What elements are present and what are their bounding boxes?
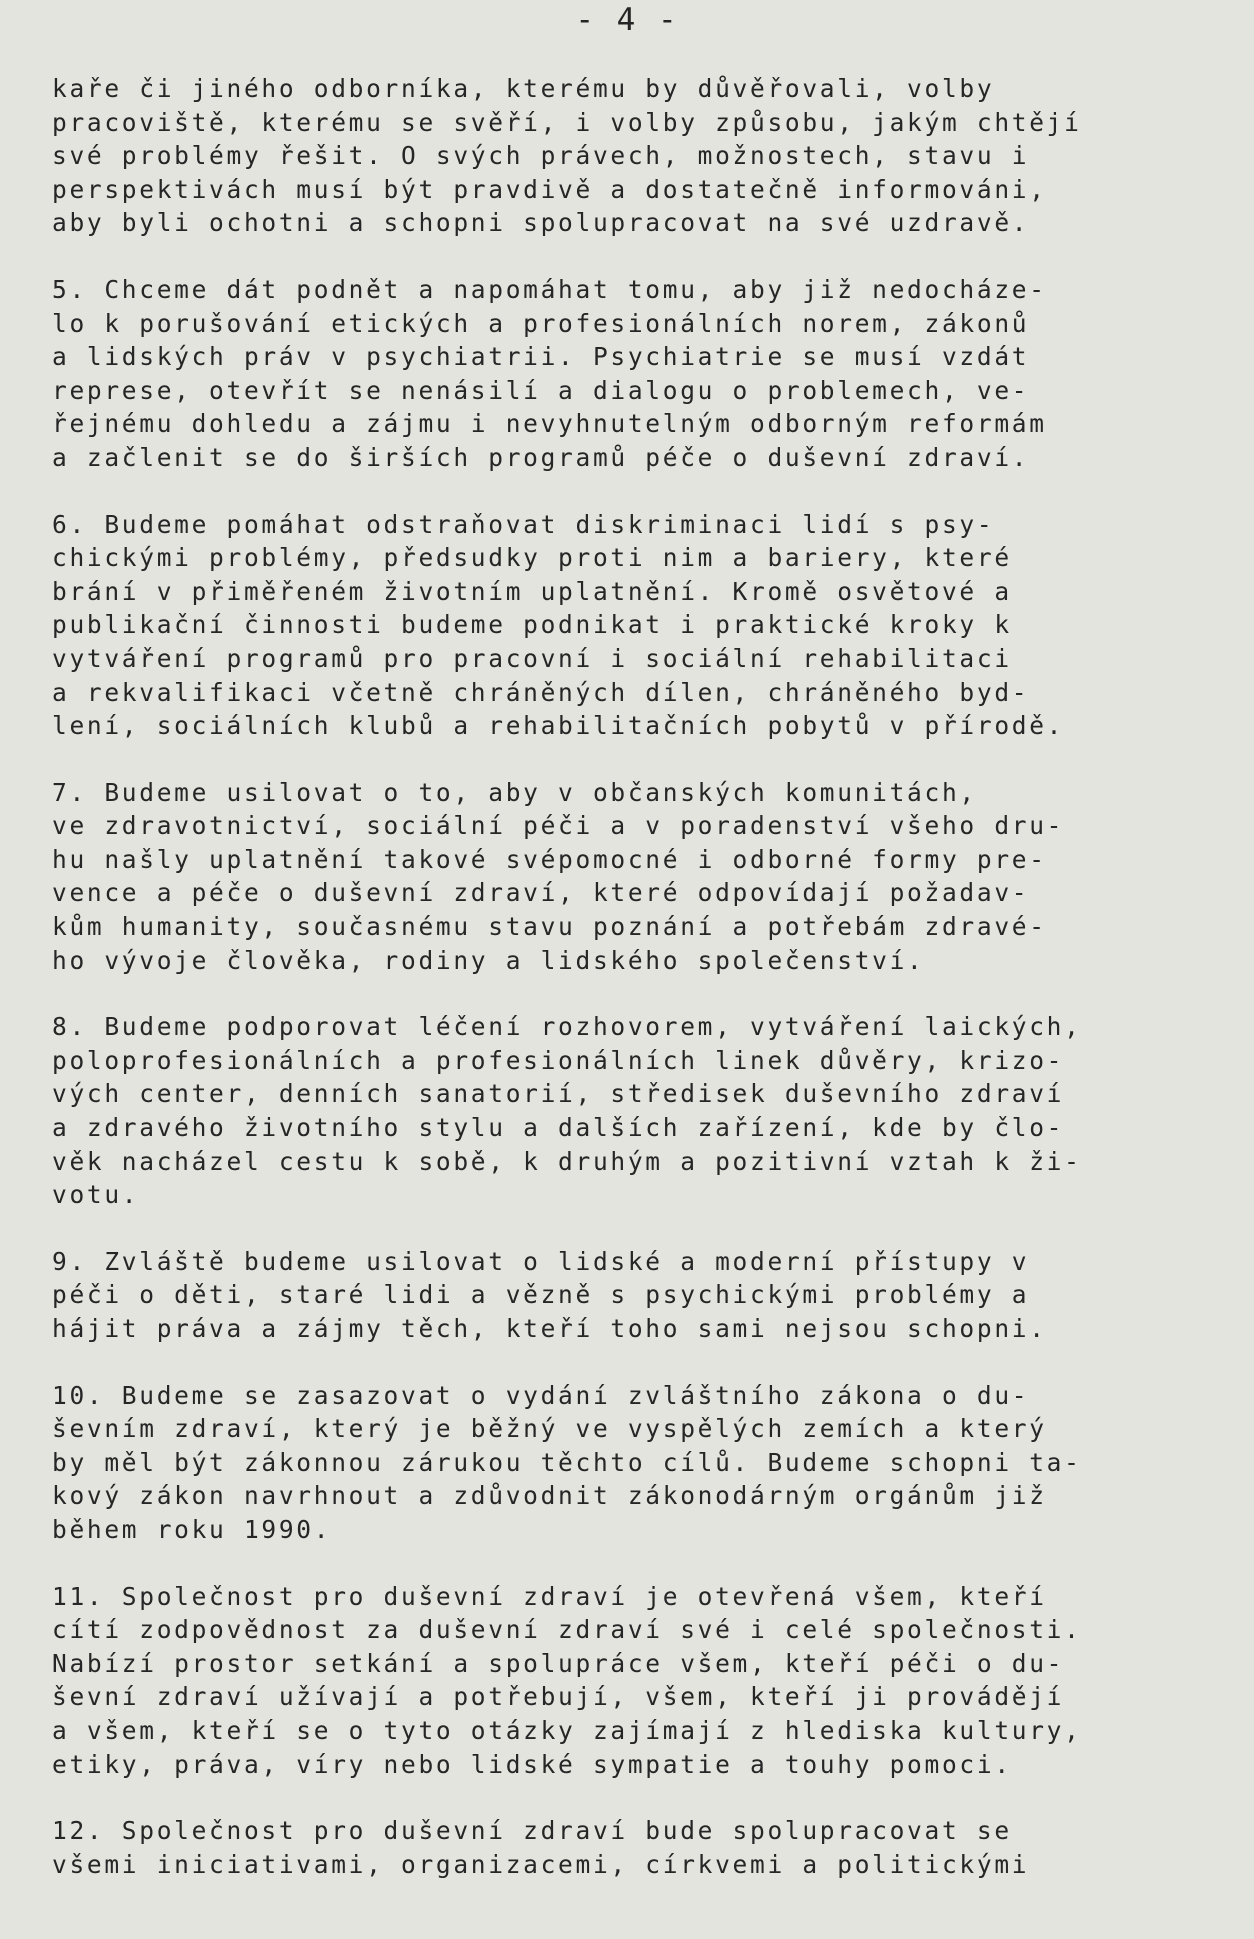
text-line: vytváření programů pro pracovní i sociální rehabilitaci	[52, 643, 1012, 673]
paragraph	[52, 273, 1242, 475]
text-line: etiky, práva, víry nebo lidské sympatie a touhy pomoci.	[52, 1749, 1012, 1779]
text-line: a všem, kteří se o tyto otázky zajímají z hlediska kultury,	[52, 1715, 1082, 1745]
text-line: publikační činnosti budeme podnikat i praktické kroky k	[52, 610, 1012, 640]
paragraph	[52, 1010, 1242, 1212]
text-line: aby byli ochotni a schopni spolupracovat na své uzdravě.	[52, 208, 1030, 238]
text-line: pracoviště, kterému se svěří, i volby způsobu, jakým chtějí	[52, 107, 1082, 137]
text-line: 6. Budeme pomáhat odstraňovat diskriminaci lidí s psy-	[52, 509, 995, 539]
text-line: věk nacházel cestu k sobě, k druhým a pozitivní vztah k ži-	[52, 1146, 1082, 1176]
text-line: votu.	[52, 1180, 140, 1210]
text-line: cítí zodpovědnost za duševní zdraví své i celé společnosti.	[52, 1615, 1082, 1645]
text-line: a začlenit se do širších programů péče o duševní zdraví.	[52, 442, 1030, 472]
text-line: 12. Společnost pro duševní zdraví bude spolupracovat se	[52, 1816, 1012, 1846]
text-line: své problémy řešit. O svých právech, možnostech, stavu i	[52, 141, 1030, 171]
text-line: chickými problémy, předsudky proti nim a bariery, které	[52, 543, 1012, 573]
text-line: brání v přiměřeném životním uplatnění. Kromě osvětové a	[52, 576, 1012, 606]
text-line: ševním zdraví, který je běžný ve vyspělých zemích a který	[52, 1414, 1047, 1444]
text-line: ve zdravotnictví, sociální péči a v poradenství všeho dru-	[52, 811, 1065, 841]
text-line: represe, otevřít se nenásilí a dialogu o problemech, ve-	[52, 375, 1030, 405]
text-line: a zdravého životního stylu a dalších zařízení, kde by člo-	[52, 1113, 1065, 1143]
text-line: hájit práva a zájmy těch, kteří toho sami nejsou schopni.	[52, 1314, 1047, 1343]
paragraph	[52, 1379, 1242, 1547]
paragraph	[52, 72, 1242, 240]
paragraph	[52, 508, 1242, 743]
text-line: a lidských práv v psychiatrii. Psychiatrie se musí vzdát	[52, 342, 1030, 372]
paragraph	[52, 776, 1242, 978]
text-line: 7. Budeme usilovat o to, aby v občanských komunitách,	[52, 777, 977, 807]
paragraph	[52, 1814, 1242, 1881]
text-line: 5. Chceme dát podnět a napomáhat tomu, aby již nedocháze-	[52, 274, 1047, 304]
text-line: 9. Zvláště budeme usilovat o lidské a moderní přístupy v	[52, 1246, 1030, 1276]
paragraph	[52, 1245, 1242, 1346]
text-line: vých center, denních sanatorií, středisek duševního zdraví	[52, 1079, 1065, 1109]
text-line: během roku 1990.	[52, 1514, 332, 1544]
text-line: hu našly uplatnění takové svépomocné i odborné formy pre-	[52, 844, 1047, 874]
text-line: poloprofesionálních a profesionálních linek důvěry, krizo-	[52, 1045, 1065, 1075]
text-line: všemi iniciativami, organizacemi, církvemi a politickými	[52, 1849, 1030, 1879]
text-line: kaře či jiného odborníka, kterému by důvěřovali, volby	[52, 74, 995, 103]
text-line: kový zákon navrhnout a zdůvodnit zákonodárným orgánům již	[52, 1481, 1047, 1511]
text-line: lení, sociálních klubů a rehabilitačních pobytů v přírodě.	[52, 711, 1065, 741]
paragraph	[52, 1580, 1242, 1782]
text-line: ševní zdraví užívají a potřebují, všem, kteří ji provádějí	[52, 1682, 1065, 1712]
page-number: - 4 -	[575, 2, 679, 38]
text-line: ho vývoje člověka, rodiny a lidského společenství.	[52, 945, 925, 975]
text-line: perspektivách musí být pravdivě a dostatečně informováni,	[52, 174, 1047, 204]
text-line: kům humanity, současnému stavu poznání a potřebám zdravé-	[52, 912, 1047, 942]
text-line: 8. Budeme podporovat léčení rozhovorem, vytváření laických,	[52, 1012, 1082, 1042]
text-line: Nabízí prostor setkání a spolupráce všem, kteří péči o du-	[52, 1648, 1065, 1678]
text-line: a rekvalifikaci včetně chráněných dílen, chráněného byd-	[52, 677, 1030, 707]
document-body	[52, 72, 1242, 1914]
text-line: 10. Budeme se zasazovat o vydání zvláštního zákona o du-	[52, 1380, 1030, 1410]
text-line: péči o děti, staré lidi a vězně s psychickými problémy a	[52, 1280, 1030, 1310]
text-line: 11. Společnost pro duševní zdraví je otevřená všem, kteří	[52, 1581, 1047, 1611]
text-line: řejnému dohledu a zájmu i nevyhnutelným odborným reformám	[52, 409, 1047, 439]
text-line: by měl být zákonnou zárukou těchto cílů. Budeme schopni ta-	[52, 1447, 1082, 1477]
text-line: vence a péče o duševní zdraví, které odpovídají požadav-	[52, 878, 1030, 908]
text-line: lo k porušování etických a profesionálních norem, zákonů	[52, 308, 1030, 338]
